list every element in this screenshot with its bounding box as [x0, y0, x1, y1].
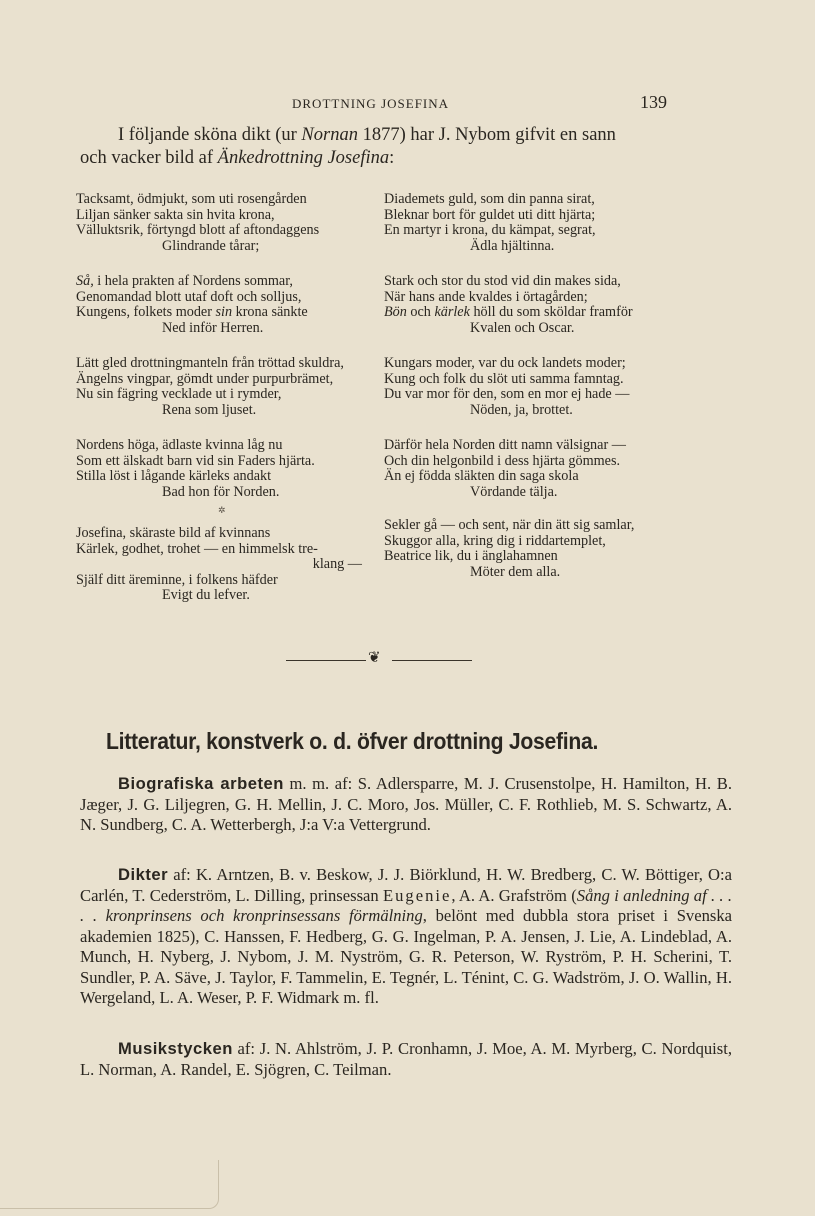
poem-stanza [384, 192, 694, 254]
poem-line: Nordens höga, ädlaste kvinna låg nu [76, 437, 283, 453]
poem-stanza [76, 356, 386, 418]
poem-line: Kung och folk du slöt uti samma famntag. [384, 370, 624, 387]
poem-line: Bleknar bort för guldet uti ditt hjärta; [384, 206, 596, 223]
poem-stanza [384, 274, 694, 336]
poem-line: Bad hon för Norden. [162, 483, 280, 500]
poem-line: klang — [312, 556, 362, 573]
poem-line: Skuggor alla, kring dig i riddartemplet, [384, 532, 606, 549]
poem-line: Genomandad blott utaf doft och solljus, [76, 288, 302, 305]
poem-line: Än ej födda släkten din saga skola [384, 468, 579, 485]
music-label: Musikstycken [118, 1039, 233, 1058]
poem-stanza [384, 356, 694, 418]
poem-line: Diademets guld, som din panna sirat, [384, 191, 595, 207]
poem-line: När hans ande kvaldes i örtagården; [384, 288, 588, 305]
poem-line: Kungens, folkets moder sin krona sänkte [76, 304, 308, 321]
poem-line: Och din helgonbild i dess hjärta gömmes. [384, 452, 621, 469]
poem-line: En martyr i krona, du kämpat, segrat, [384, 222, 596, 239]
poem-line: Liljan sänker sakta sin hvita krona, [76, 206, 275, 223]
poem-stanza [76, 274, 386, 336]
intro-paragraph [80, 124, 730, 170]
poem-line: Rena som ljuset. [162, 401, 257, 418]
poem-line: Tacksamt, ödmjukt, som uti rosengården [76, 191, 307, 207]
poem-line: Så, i hela prakten af Nordens sommar, [76, 273, 293, 289]
intro-line-2: och vacker bild af Änkedrottning Josefina: [80, 148, 395, 168]
fleuron-icon: ❦ [368, 650, 381, 666]
bibliography-biographies: Biografiska arbeten m. m. af: S. Adlersparre, M. J. Crusenstolpe, H. Hamilton, H. B. Jæger, J. G. Liljegren, G. H. Mellin, J. C. Moro, Jos. Müller, C. F. Rothlieb, M. S. Schwartz, A. N. Sundberg, C. A. Wetterbergh, J:a V:a Vettergrund. [80, 774, 732, 834]
running-title: DROTTNING JOSEFINA [292, 96, 450, 111]
poem-line: Kärlek, godhet, trohet — en himmelsk tre- [76, 540, 318, 557]
poem-line: Ned inför Herren. [162, 319, 264, 336]
page-header [0, 92, 815, 116]
poem-line: Beatrice lik, du i änglahamnen [384, 548, 558, 565]
poem-line: Nöden, ja, brottet. [470, 401, 573, 418]
poem-stanza [76, 526, 386, 604]
poem-stanza [384, 518, 694, 580]
poems-label: Dikter [118, 865, 169, 884]
poem-line: Du var mor för den, som en mor ej hade — [384, 386, 630, 403]
section-heading: Litteratur, konstverk o. d. öfver drottning Josefina. [106, 728, 599, 754]
poem-line: Själf ditt äreminne, i folkens häfder [76, 571, 278, 588]
poem-line: Välluktsrik, förtyngd blott af aftondaggens [76, 222, 320, 239]
poem-line: Bön och kärlek höll du som sköldar framför [384, 304, 633, 321]
poem-stanza [384, 438, 694, 500]
asterisk-mark: ✲ [218, 505, 226, 515]
page-edge-mark [0, 1160, 219, 1209]
page-number: 139 [640, 92, 667, 112]
poem-line: Stark och stor du stod vid din makes sida, [384, 273, 621, 289]
poem-line: Josefina, skäraste bild af kvinnans [76, 525, 271, 541]
poem-line: Nu sin fägring vecklade ut i rymder, [76, 386, 282, 403]
poem-line: Vördande tälja. [470, 483, 558, 500]
poem-line: Som ett älskadt barn vid sin Faders hjärta. [76, 452, 315, 469]
poem-stanza [76, 192, 386, 254]
poem-line: Evigt du lefver. [162, 587, 250, 604]
poem-line: Ängelns vingpar, gömdt under purpurbrämet, [76, 370, 334, 387]
poem-stanza [76, 438, 386, 500]
poem-line: Glindrande tårar; [162, 237, 260, 254]
poem-line: Sekler gå — och sent, när din ätt sig samlar, [384, 517, 635, 533]
divider-line-right [392, 660, 472, 661]
poem-line: Ädla hjältinna. [470, 237, 555, 254]
poem-line: Därför hela Norden ditt namn välsignar — [384, 437, 626, 453]
bio-label: Biografiska arbeten [118, 774, 284, 793]
poem-title: Änkedrottning Josefina [217, 148, 390, 168]
section-divider [286, 652, 472, 668]
poem-line: Möter dem alla. [470, 563, 561, 580]
poem-line: Kungars moder, var du ock landets moder; [384, 355, 626, 371]
poem-line: Lätt gled drottningmanteln från tröttad skuldra, [76, 355, 344, 371]
source-title: Nornan [301, 125, 358, 145]
bibliography-music: Musikstycken af: J. N. Ahlström, J. P. Cronhamn, J. Moe, A. M. Myrberg, C. Nordquist, L. Norman, A. Randel, E. Sjögren, C. Teilman. [80, 1039, 732, 1079]
bibliography-poems: Dikter af: K. Arntzen, B. v. Beskow, J. J. Biörklund, H. W. Bredberg, C. W. Böttiger, O:a Carlén, T. Cederström, L. Dilling, prinsessan Eugenie, A. A. Grafström (Sång i anledning af . . . . . kronprinsens och kronprinsessans förmälning, belönt med dubbla stora priset i Svenska akademien 1825), C. Hanssen, F. Hedberg, G. G. Ingelman, P. A. Jensen, J. Lie, A. Lindeblad, A. Munch, H. Nyberg, J. Nybom, J. M. Nyström, G. R. Peterson, W. Ryström, P. H. Scherini, T. Sundler, P. A. Säve, J. Taylor, F. Tammelin, E. Tegnér, L. Ténint, C. G. Wadström, J. O. Wallin, H. Wergeland, L. A. Weser, P. F. Widmark m. fl. [80, 865, 733, 1007]
intro-line-1: I följande sköna dikt (ur Nornan 1877) har J. Nybom gifvit en sann [118, 125, 616, 145]
poem-line: Stilla löst i lågande kärleks andakt [76, 468, 272, 485]
poem-line: Kvalen och Oscar. [470, 319, 575, 336]
divider-line-left [286, 660, 366, 661]
